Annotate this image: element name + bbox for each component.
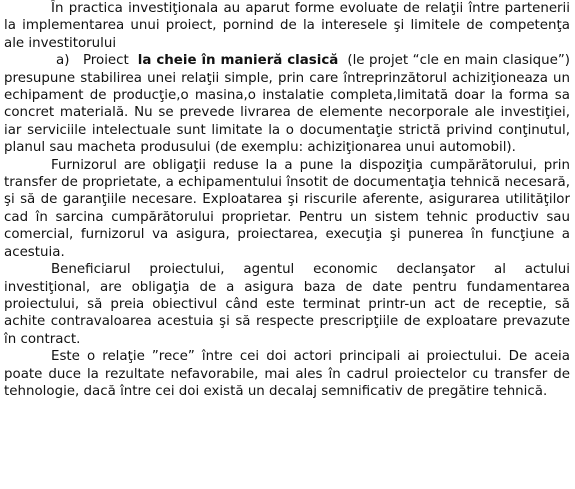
- paragraph-intro: În practica investiţionala au aparut forme evoluate de relaţii între partenerii la implementarea unui proiect, pornind de la interesele şi limitele de competenţa ale investitorului: [4, 1, 570, 51]
- paragraph-item-a: [4, 52, 570, 156]
- paragraph-beneficiar: Beneficiarul proiectului, agentul economic declanşator al actului investiţional, are obligaţia de a asigura baza de date pentru fundamentarea proiectului, să preia obiectivul când este terminat printr-un act de receptie, să achite contravaloarea acestuia şi să respecte prescripţiile de exploatare prevazute în contract.: [4, 262, 570, 347]
- paragraph-relatie: Este o relaţie ”rece” între cei doi actori principali ai proiectului. De aceia poate duce la rezultate nefavorabile, mai ales în cadrul proiectelor cu transfer de tehnologie, dacă între cei doi există un decalaj semnificativ de pregătire tehnică.: [4, 349, 570, 399]
- item-body: (le projet “cle en main clasique”) presupune stabilirea unei relaţii simple, prin care întreprinzătorul achiziţioneaza un echipament de producţie,o masina,o instalatie completa,limitată doar la forma sa concret materială. Nu se prevede livrarea de elemente necorporale ale investiţiei, iar serviciile intelectuale sunt limitate la o documentaţie strictă privind conţinutul, planul sau macheta produsului (de exemplu: achiziţionarea unui automobil).: [4, 53, 570, 156]
- item-head-bold: la cheie în manieră clasică: [137, 53, 339, 69]
- item-head: Proiect: [82, 53, 129, 69]
- item-marker: a): [56, 53, 70, 69]
- paragraph-furnizor: Furnizorul are obligaţii reduse la a pune la dispoziţia cumpărătorului, prin transfer de proprietate, a echipamentului însotit de documentaţia tehnică necesară, şi să de garanţiile necesare. Exploatarea şi riscurile aferente, asigurarea utilităţilor cad în sarcina cumpărătorului proprietar. Pentru un sistem tehnic productiv sau comercial, furnizorul va asigura, proiectarea, execuţia şi punerea în funcţiune a acestuia.: [4, 157, 570, 260]
